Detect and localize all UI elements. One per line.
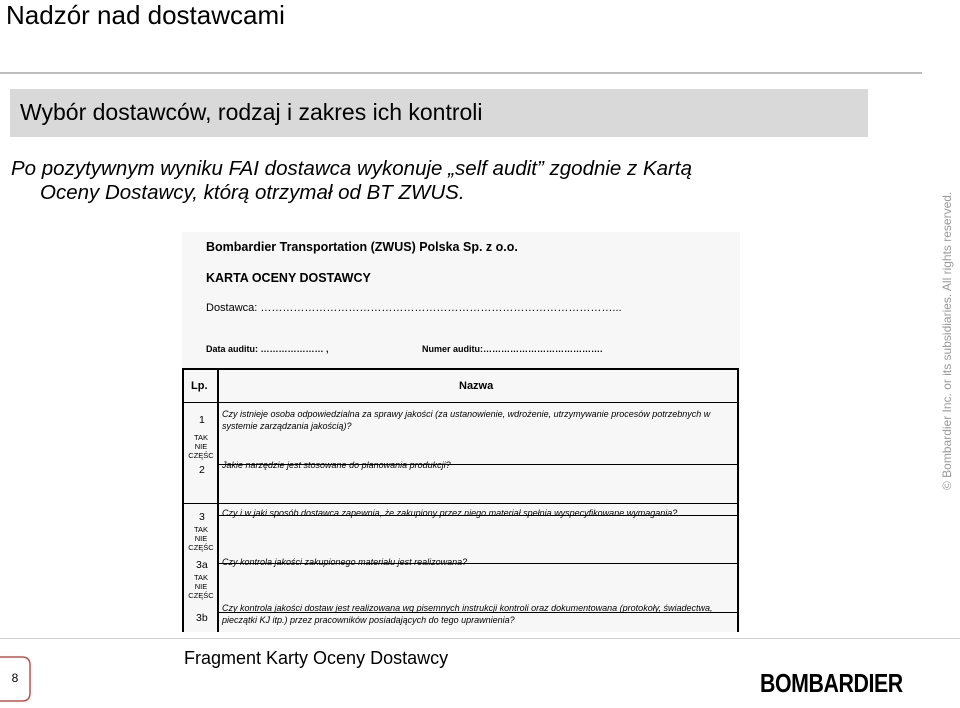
option-nie: NIE bbox=[194, 442, 208, 451]
row-question: Czy kontrola jakości dostaw jest realizowana wg pisemnych instrukcji kontroli oraz dokumentowana (protokoły, świadectwa, pieczątki KJ itp.) przez pracowników posiadających do tego uprawnienia? bbox=[222, 603, 713, 625]
intro-line-1: Po pozytywnym wyniku FAI dostawca wykonuje „self audit” zgodnie z Kartą bbox=[11, 157, 692, 180]
row-number: 3 bbox=[199, 511, 205, 523]
table-header-line bbox=[182, 402, 739, 403]
column-header-name: Nazwa bbox=[459, 380, 494, 392]
option-czesc: CZĘŚC bbox=[188, 543, 214, 552]
section-band bbox=[10, 89, 868, 137]
intro-text bbox=[11, 157, 891, 205]
copyright-notice: © Bombardier Inc. or its subsidiaries. All rights reserved. bbox=[940, 191, 954, 490]
page-number: 8 bbox=[11, 671, 19, 685]
form-supplier-line: Dostawca: ……………………………………………………………………………………... bbox=[206, 302, 622, 314]
table-border-top bbox=[182, 368, 739, 370]
column-header-lp: Lp. bbox=[191, 380, 208, 392]
option-tak: TAK bbox=[193, 433, 209, 442]
answer-options bbox=[186, 573, 216, 600]
form-company: Bombardier Transportation (ZWUS) Polska Sp. z o.o. bbox=[206, 240, 518, 254]
table-row-line bbox=[182, 503, 739, 504]
supplier-evaluation-form bbox=[182, 232, 740, 632]
intro-line-2: Oceny Dostawcy, którą otrzymał od BT ZWUS. bbox=[40, 181, 465, 204]
row-number: 1 bbox=[199, 414, 205, 426]
row-number: 2 bbox=[199, 464, 205, 476]
table-border-left bbox=[182, 368, 184, 632]
option-nie: NIE bbox=[194, 534, 208, 543]
option-nie: NIE bbox=[194, 582, 208, 591]
row-question: Czy i w jaki sposób dostawca zapewnia, że zakupiony przez niego materiał spełnia wyspecyfikowane wymagania? bbox=[222, 508, 678, 518]
form-audit-date: Data auditu: ………………… , bbox=[206, 344, 329, 354]
option-czesc: CZĘŚC bbox=[188, 451, 214, 460]
option-tak: TAK bbox=[193, 573, 209, 582]
page-number-badge bbox=[0, 655, 36, 703]
section-band-text: Wybór dostawców, rodzaj i zakres ich kontroli bbox=[20, 99, 483, 125]
row-question: Czy kontrola jakości zakupionego materiału jest realizowana? bbox=[222, 557, 468, 567]
row-question: Czy istnieje osoba odpowiedzialna za sprawy jakości (za ustanowienie, wdrożenie, utrzymywanie procesów potrzebnych w systemie zarządzania jakością)? bbox=[222, 409, 711, 431]
form-audit-number: Numer auditu:…………………………………. bbox=[422, 344, 603, 354]
figure-caption: Fragment Karty Oceny Dostawcy bbox=[184, 648, 449, 668]
option-czesc: CZĘŚC bbox=[188, 591, 214, 600]
slide-title: Nadzór nad dostawcami bbox=[6, 0, 285, 30]
form-card-title: KARTA OCENY DOSTAWCY bbox=[206, 271, 371, 285]
table-column-divider bbox=[217, 368, 219, 632]
footer-divider bbox=[0, 638, 960, 639]
table-border-right bbox=[737, 368, 739, 632]
row-number: 3a bbox=[196, 559, 208, 571]
row-question: Jakie narzędzie jest stosowane do planowania produkcji? bbox=[222, 460, 451, 470]
title-divider bbox=[0, 72, 922, 74]
answer-options bbox=[186, 525, 216, 552]
option-tak: TAK bbox=[193, 525, 209, 534]
bombardier-logo: BOMBARDIER bbox=[760, 668, 903, 698]
row-number: 3b bbox=[196, 612, 208, 624]
form-table bbox=[182, 368, 740, 632]
answer-options bbox=[186, 433, 216, 460]
